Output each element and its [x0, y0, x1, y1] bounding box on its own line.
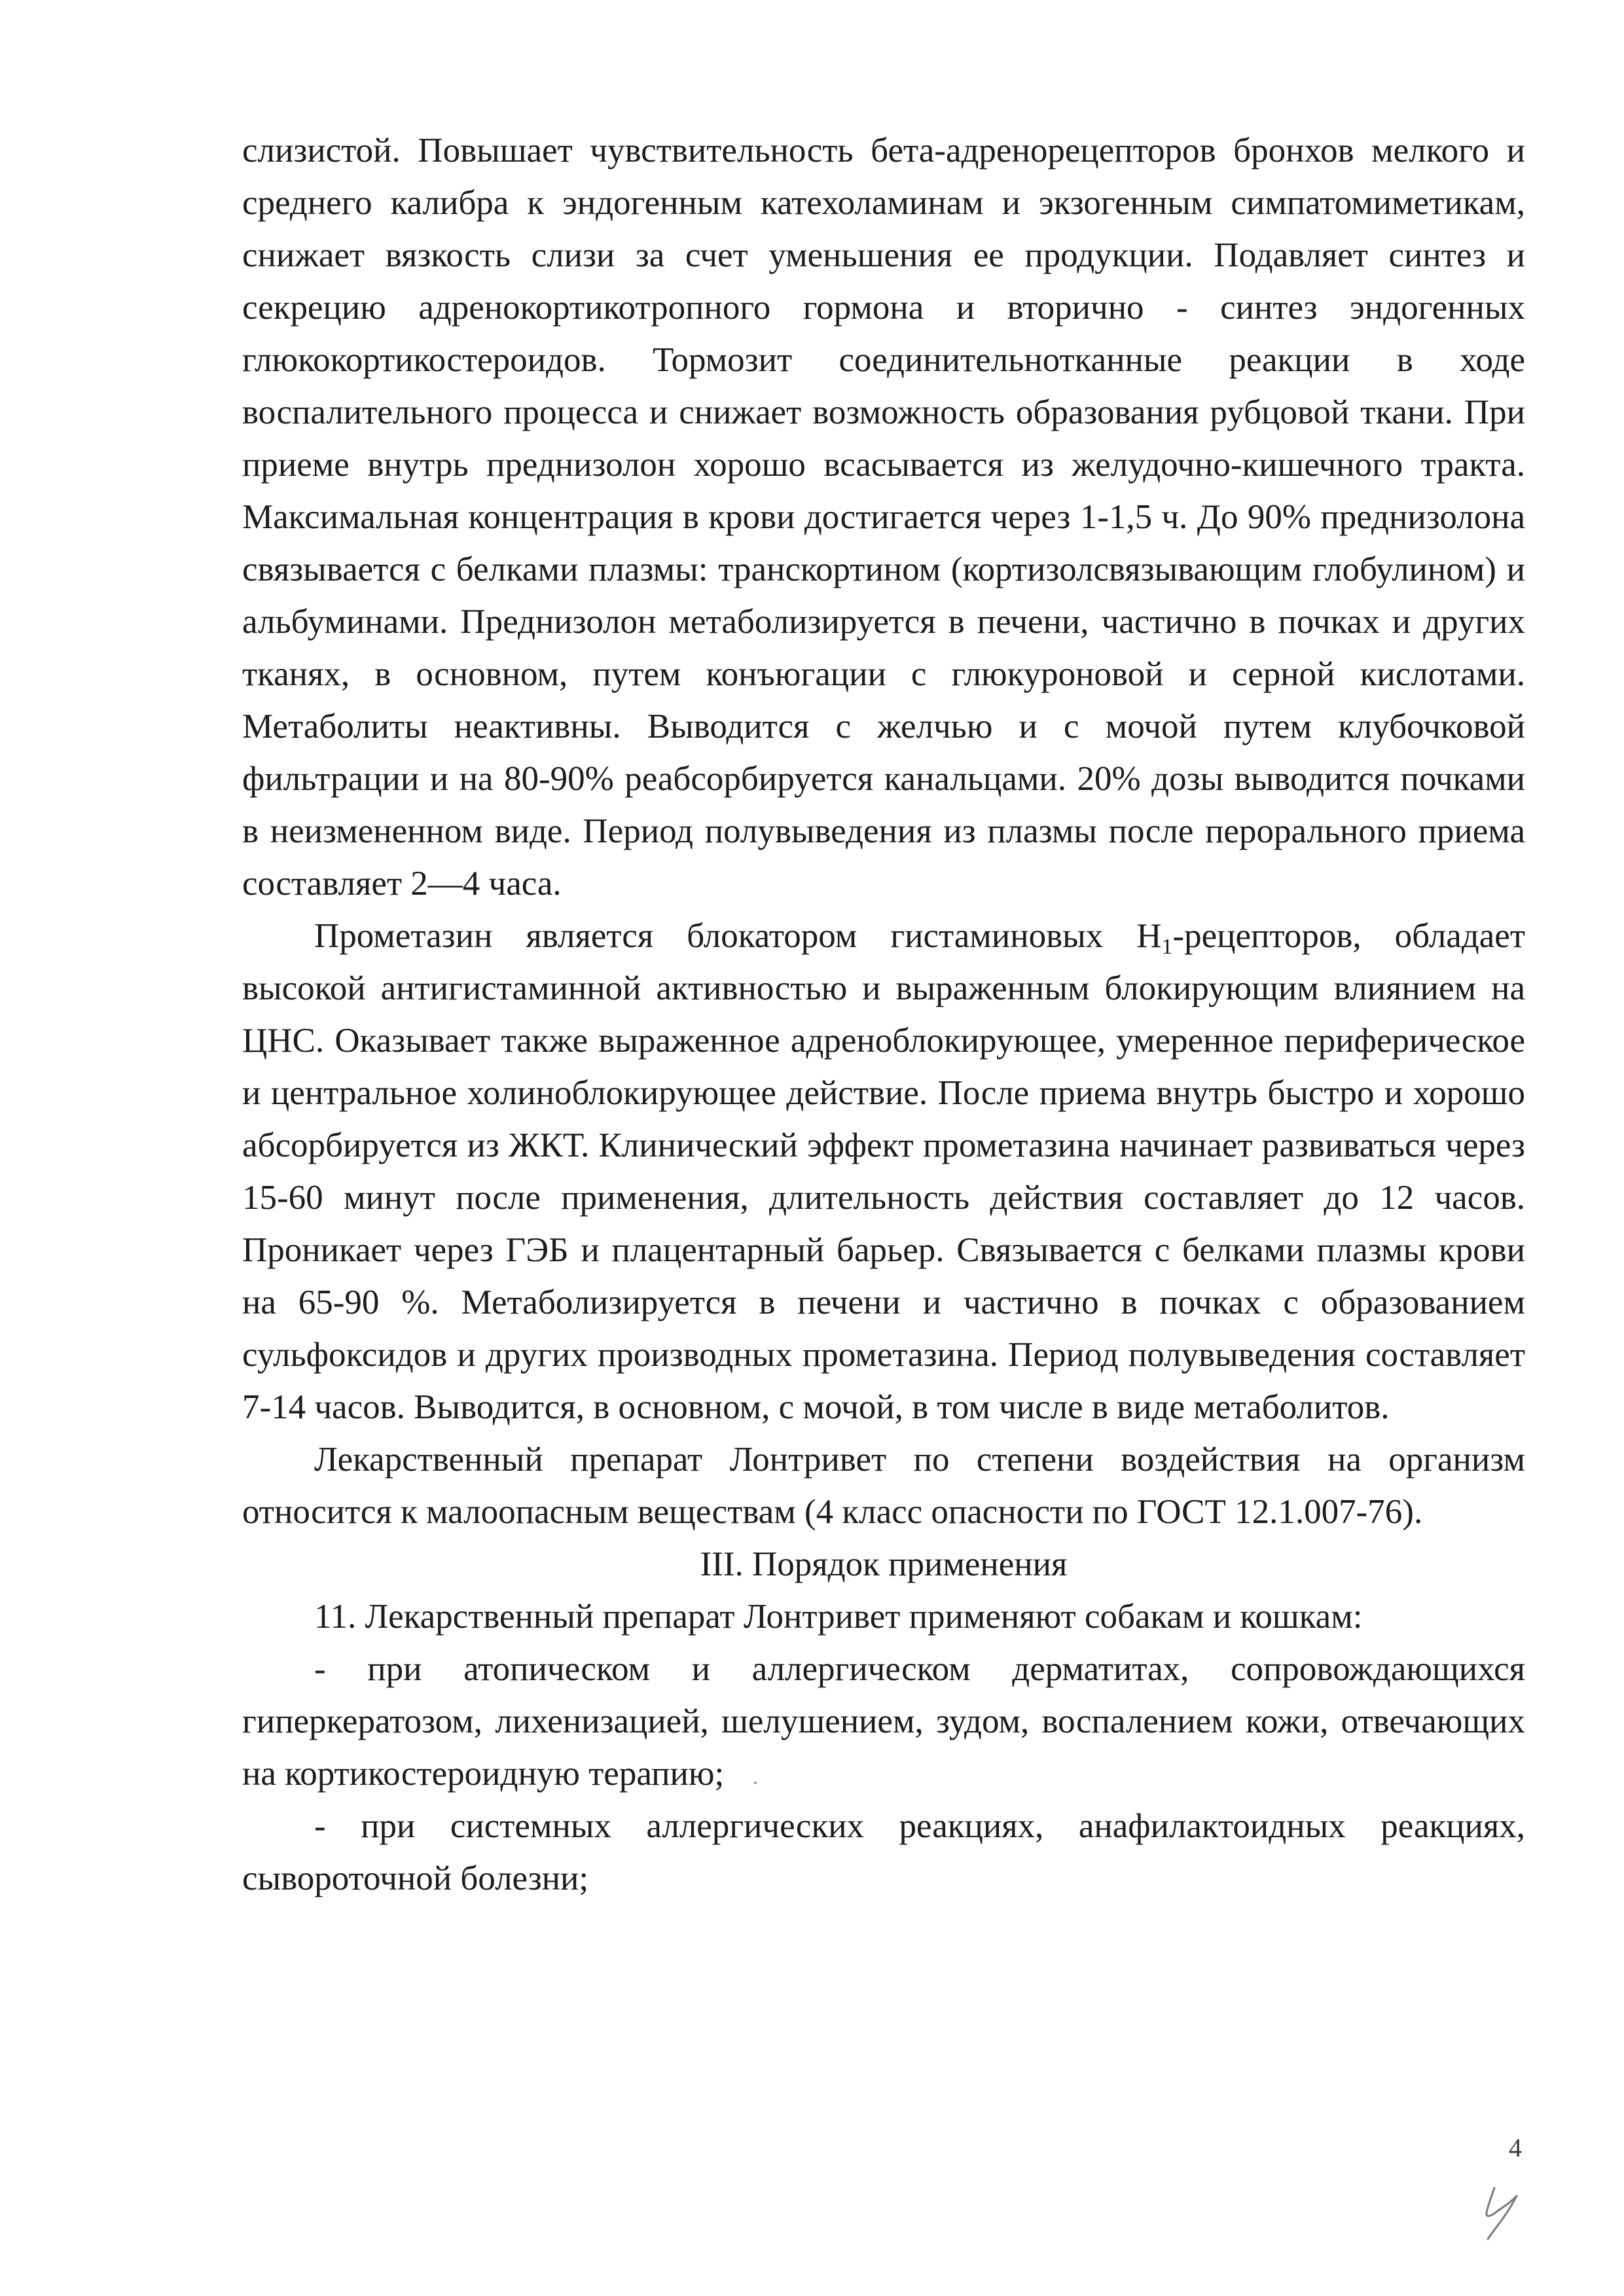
list-item-allergic-reactions: - при системных аллергических реакциях, анафилактоидных реакциях, сывороточной болезни; [242, 1807, 1525, 1897]
section-heading: III. Порядок применения [700, 1545, 1068, 1583]
list-item-dermatitis: - при атопическом и аллергическом дерматитах, сопровождающихся гиперкератозом, лихенизацией, шелушением, зудом, воспалением кожи, отвечающих на кортикостероидную терапию; [242, 1650, 1525, 1793]
paragraph-prednisolone-continued: слизистой. Повышает чувствительность бета-адренорецепторов бронхов мелкого и среднего калибра к эндогенным катехоламинам и экзогенным симпатомиметикам, снижает вязкость слизи за счет уменьшения ее продукции. Подавляет синтез и секрецию адренокортикотропного гормона и вторично - синтез эндогенных глюкокортикостероидов. Тормозит соединительнотканные реакции в ходе воспалительного процесса и снижает возможность образования рубцовой ткани. При приеме внутрь преднизолон хорошо всасывается из желудочно-кишечного тракта. Максимальная концентрация в крови достигается через 1-1,5 ч. До 90% преднизолона связывается с белками плазмы: транскортином (кортизолсвязывающим глобулином) и альбуминами. Преднизолон метаболизируется в печени, частично в почках и других тканях, в основном, путем конъюгации с глюкуроновой и серной кислотами. Метаболиты неактивны. Выводится с желчью и с мочой путем клубочковой фильтрации и на 80-90% реабсорбируется канальцами. 20% дозы выводится почками в неизмененном виде. Период полувыведения из плазмы после перорального приема составляет 2—4 часа. [242, 132, 1525, 903]
paragraph-promethazine-start: Прометазин является блокатором гистаминовых H [314, 917, 1162, 955]
page-number: 4 [1509, 2133, 1522, 2162]
handwritten-mark [1476, 2176, 1535, 2242]
paragraph-promethazine-rest: -рецепторов, обладает высокой антигистаминной активностью и выраженным блокирующим влиянием на ЦНС. Оказывает также выраженное адреноблокирующее, умеренное периферическое и центральное холиноблокирующее действие. После приема внутрь быстро и хорошо абсорбируется из ЖКТ. Клинический эффект прометазина начинает развиваться через 15-60 минут после применения, длительность действия составляет до 12 часов. Проникает через ГЭБ и плацентарный барьер. Связывается с белками плазмы крови на 65-90 %. Метаболизируется в печени и частично в почках с образованием сульфоксидов и других производных прометазина. Период полувыведения составляет 7-14 часов. Выводится, в основном, с мочой, в том числе в виде метаболитов. [242, 917, 1525, 1426]
h1-subscript: 1 [1161, 935, 1173, 959]
paragraph-hazard-class: Лекарственный препарат Лонтривет по степени воздействия на организм относится к малоопасным веществам (4 класс опасности по ГОСТ 12.1.007-76). [242, 1441, 1525, 1531]
document-body [242, 124, 1525, 1905]
paragraph-application: 11. Лекарственный препарат Лонтривет применяют собакам и кошкам: [314, 1598, 1363, 1636]
scan-speck [754, 1782, 757, 1784]
paragraph-promethazine [242, 910, 1525, 1433]
